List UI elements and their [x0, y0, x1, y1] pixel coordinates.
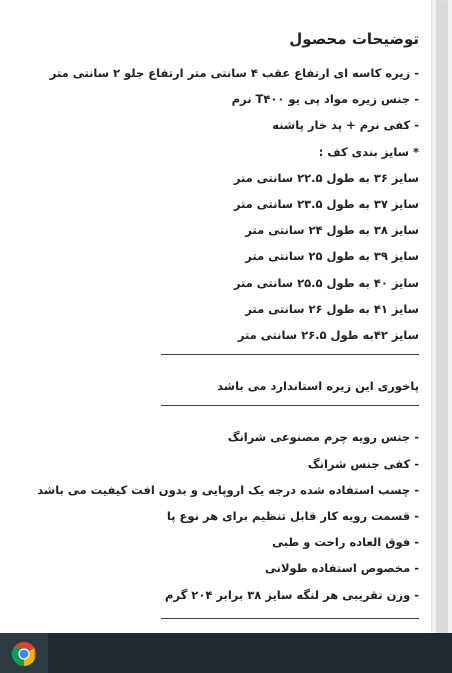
description-line: - کفی نرم + پد خار پاشنه — [272, 118, 419, 133]
description-line: - فوق العاده راحت و طبی — [272, 535, 419, 550]
size-line: سایز ۳۶ به طول ۲۲.۵ سانتی متر — [233, 170, 419, 185]
vertical-scrollbar[interactable] — [431, 0, 452, 633]
divider — [161, 354, 419, 355]
size-line: سایز ۴۰ به طول ۲۵.۵ سانتی متر — [233, 275, 419, 290]
size-line: سایز ۴۲به طول ۲۶.۵ سانتی متر — [237, 328, 419, 343]
description-line: - کفی جنس شرانگ — [307, 456, 419, 471]
divider — [161, 405, 419, 406]
taskbar — [0, 633, 452, 673]
size-line: سایز ۳۷ به طول ۲۳.۵ سانتی متر — [233, 197, 419, 212]
description-line: - وزن تقریبی هر لنگه سایز ۳۸ برابر ۲۰۴ گرم — [165, 587, 419, 602]
standard-note: پاخوری این زیره استاندارد می باشد — [217, 379, 419, 394]
divider — [161, 618, 419, 619]
description-line: - قسمت رویه کار قابل تنظیم برای هر نوع پا — [166, 509, 419, 524]
product-description — [9, 24, 419, 633]
size-line: سایز ۳۹ به طول ۲۵ سانتی متر — [245, 249, 419, 264]
description-line: - جنس زیره مواد پی یو T۴۰۰ نرم — [231, 92, 419, 107]
chrome-icon — [11, 641, 37, 667]
size-heading: * سایز بندی کف : — [318, 144, 419, 159]
description-line: - چسب استفاده شده درجه یک اروپایی و بدون افت کیفیت می باشد — [37, 482, 419, 497]
scrollbar-thumb[interactable] — [436, 0, 448, 633]
size-line: سایز ۳۸ به طول ۲۴ سانتی متر — [245, 223, 419, 238]
description-line: - جنس رویه چرم مصنوعی شرانگ — [227, 430, 419, 445]
chrome-taskbar-button[interactable] — [0, 633, 48, 673]
size-line: سایز ۴۱ به طول ۲۶ سانتی متر — [245, 301, 419, 316]
description-line: - زیره کاسه ای ارتفاع عقب ۴ سانتی متر ارتفاع جلو ۲ سانتی متر — [49, 66, 419, 80]
description-line: - مخصوص استفاده طولانی — [265, 561, 419, 576]
section-title: توضیحات محصول — [289, 30, 419, 48]
